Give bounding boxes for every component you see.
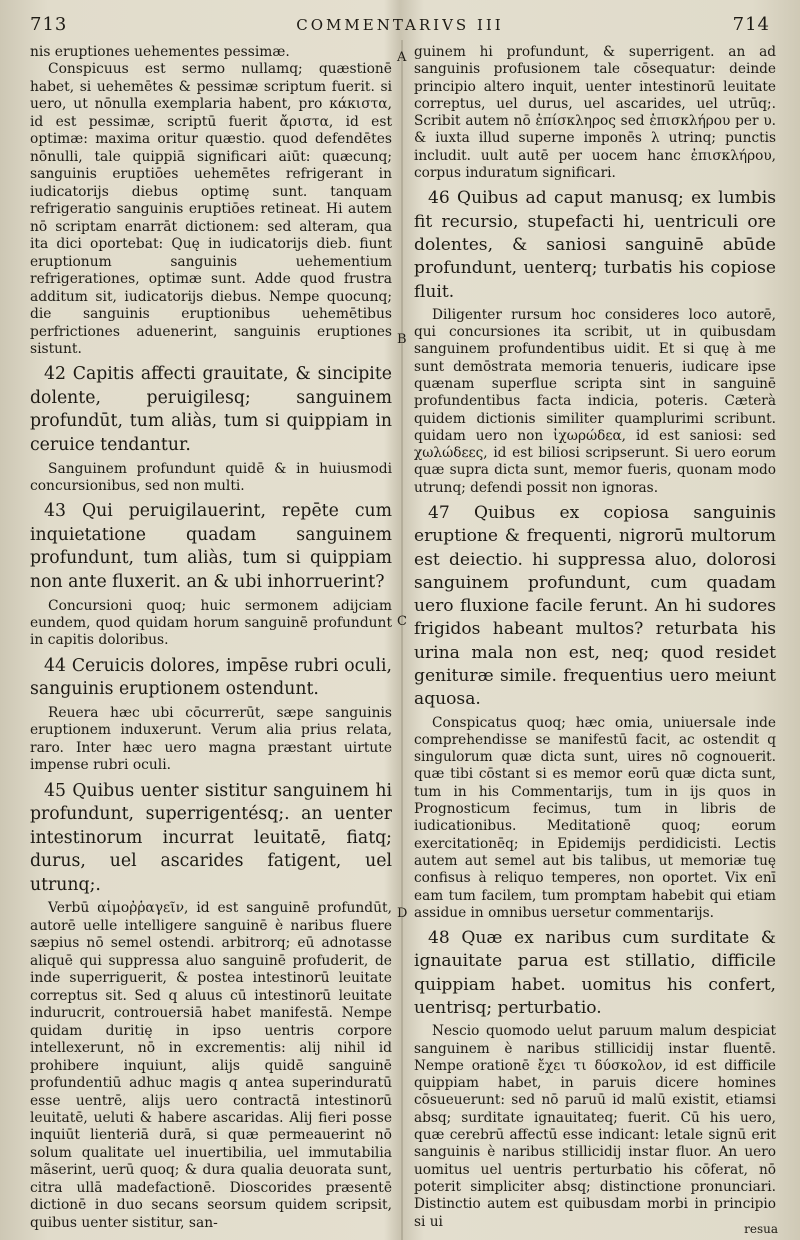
margin-letter-c: C: [397, 614, 407, 629]
commentary-paragraph: Sanguinem profundunt quidē & in huiusmodi concursionibus, sed non multi.: [30, 460, 392, 494]
margin-letter-a: A: [397, 50, 407, 65]
running-title: COMMENTARIVS III: [296, 16, 504, 34]
aphorism-paragraph: 48 Quæ ex naribus cum surditate & ignauitate parua est stillatio, difficile quippiam habet. uomitus his confert, uentrisq; perturbatio.: [414, 928, 776, 1018]
commentary-paragraph: guinem hi profundunt, & superrigent. an ad sanguinis profusionem tale cōsequatur: deinde principio altero inquit, uenter intestinorū leuitate correptus, uel durus, uel ascarides, uel utrūq;. Scribit autem nō ἐπίσκληρος sed ἐπισκλήρου per υ. & iuxta illud superne imponēs λ utrinq; punctis includit. uult autē per uocem hanc ἐπισκλήρου, corpus induratum significari.: [414, 44, 776, 182]
gutter-divider: [401, 40, 403, 1240]
margin-letter-d: D: [397, 906, 408, 921]
page-header: [0, 0, 800, 44]
right-text-column: [414, 44, 776, 1240]
aphorism-paragraph: 47 Quibus ex copiosa sanguinis eruptione & frequenti, nigrorū multorum est deiectio. hi suppressa aluo, dolorosi sanguinem profundunt, cum quadam uero fluxione facile ferunt. An hi sudores frigidos habeant multos? returbata his urina mala non est, neq; quod residet genituræ simile. frequentius uero meiunt aquosa.: [414, 503, 776, 710]
commentary-paragraph: Conspicatus quoq; hæc omia, uniuersale inde comprehendisse se manifestū facit, ac ostendit q singulorum quæ dicta sunt, uires nō cognouerit. quæ tibi cōstant si es memor eorū quæ dicta sunt, tum in his Commentarijs, tum in ijs quos in Prognosticum fecimus, tum in libris de iudicationibus. Meditationē quoq; eorum exercitationēq; in Epidemijs perdidicisti. Lectis autem aut semel aut bis talibus, ut memoriæ tuę confisus à reliquo temperes, non oportet. Vix enī eam tum facilem, tum promptam habebit qui etiam assidue in omnibus uersetur commentarijs.: [414, 714, 776, 921]
commentary-paragraph: nis eruptiones uehementes pessimæ.: [30, 44, 290, 60]
commentary-paragraph: Nescio quomodo uelut paruum malum despiciat sanguinem è naribus stillicidij instar fluentē. Nempe orationē ἔχει τι δύσκολον, id est difficile quippiam habet, in paruis dicere homines cōsueuerunt: sed nō paruū id malū existit, etiamsi absq; surditate ignauitateq; fuerit. Cū his uero, quæ cerebrū affectū esse indicant: letale signū erit sanguinis è naribus stillicidij instar fluor. An uero uomitus uel uentris perturbatio his cōferat, nō poterit simpliciter absq; distinctione pronunciari. Distinctio autem est quibusdam morbi in principio si ui: [414, 1023, 776, 1230]
aphorism-paragraph: 42 Capitis affecti grauitate, & sincipite dolente, peruigilesq; sanguinem profundūt, tum aliàs, tum si quippiam in ceruice tendantur.: [30, 364, 392, 455]
aphorism-paragraph: 45 Quibus uenter sistitur sanguinem hi profundunt, superrigentésq;. an uenter intestinorum incurrat leuitatē, fiatq; durus, uel ascarides fatigent, uel utrunq;.: [30, 780, 392, 895]
commentary-paragraph: Reuera hæc ubi cōcurrerūt, sæpe sanguinis eruptionem induxerunt. Verum alia prius relata, raro. Inter hæc uero magna præstant uirtute impense rubri oculi.: [30, 704, 392, 774]
commentary-paragraph: Conspicuus est sermo nullamq; quæstionē habet, si uehemētes & pessimæ scriptum fuerit. si uero, ut nōnulla exemplaria habent, pro κάκιστα, id est pessimæ, scriptū fuerit ἄριστα, id est optimæ: maxima oritur quæstio. quod defendētes nōnulli, tale quippiā significari aiūt: quæcunq; sanguinis eruptiōes uehemētes refrigerant in iudicatorijs diebus optimę sunt. tanquam refrigeratio sanguinis eruptiōes retineat. Hi autem nō scriptam enarrāt dictionem: sed alteram, qua ita dici oportebat: Quę in iudicatorijs dieb. fiunt eruptionum sanguinis uehementium refrigerationes, optimæ sunt. Adde quod frustra additum sit, iudicatorijs diebus. Nempe quocunq; die sanguinis eruptionibus uehemētibus perfrictiones aduenerint, sanguinis eruptiones sistunt.: [30, 61, 392, 357]
aphorism-paragraph: 46 Quibus ad caput manusq; ex lumbis fit recursio, stupefacti hi, uentriculi ore dolentes, & saniosi sanguinē abūde profundunt, uenterq; turbatis his copiose fluit.: [414, 188, 776, 302]
commentary-paragraph: Verbū αἱμοῤῥαγεῖν, id est sanguinē profundūt, autorē uelle intelligere sanguinē è naribus fluere sæpius nō semel ostendi. arbitrorq; eū adnotasse aliquē qui suppressa aluo sanguinē profuderit, de inde superriguerit, & postea intestinorū leuitate correptus sit. Sed q aluus cū intestinorū leuitate indurucrit, controuersiā habet manifestā. Nempe quidam duritię in ipso uentris corpore intellexerunt, nō in excrementis: alij nihil id prohibere inquiunt, alijs quidē sanguinē profundentiū adhuc magis q antea superinduratū esse uentrē, alijs uero contractā intestinorū leuitatē, ueluti & habere ascaridas. Alij fieri posse inquiūt lienteriā durā, si quæ permeauerint nō solum qualitate uel inuertibilia, uel immutabilia mãserint, uerū quoq; & dura qualia deuorata sunt, citra ullā madefactionē. Dioscorides præsentē dictionē in duo secans seorsum quidem scripsit, quibus uenter sistitur, san-: [30, 900, 392, 1231]
catchword: resua: [744, 1222, 778, 1236]
commentary-paragraph: Diligenter rursum hoc consideres loco autorē, qui concursiones ita scribit, ut in quibusdam sanguinem profundentibus uidit. Et si quę à me sunt demōstrata memoria tenueris, iudicare ipse quænam superflue scripta sint in sanguinē profundentibus facta indicia, poteris. Cæterà quidem dictionis similiter quamplurimi scribunt. quidam uero non ἰχωρώδεα, id est saniosi: sed χωλώδεες, id est biliosi scripserunt. Si uero eorum quæ supra dicta sunt, memor fueris, quonam modo utrunq; defendi possit non ignoras.: [414, 306, 776, 496]
aphorism-paragraph: 44 Ceruicis dolores, impēse rubri oculi, sanguinis eruptionem ostendunt.: [30, 655, 392, 700]
left-text-column: [30, 44, 392, 1240]
aphorism-paragraph: 43 Qui peruigilauerint, repēte cum inquietatione quadam sanguinem profundunt, tum aliàs, tum si quippiam non ante fluxerit. an & ubi inhorruerint?: [30, 501, 392, 592]
right-page-number: 714: [732, 14, 770, 35]
margin-letter-b: B: [397, 332, 407, 347]
commentary-paragraph: Concursioni quoq; huic sermonem adijciam eundem, quod quidam horum sanguinē profundunt in capitis doloribus.: [30, 597, 392, 649]
left-page-number: 713: [30, 14, 68, 35]
